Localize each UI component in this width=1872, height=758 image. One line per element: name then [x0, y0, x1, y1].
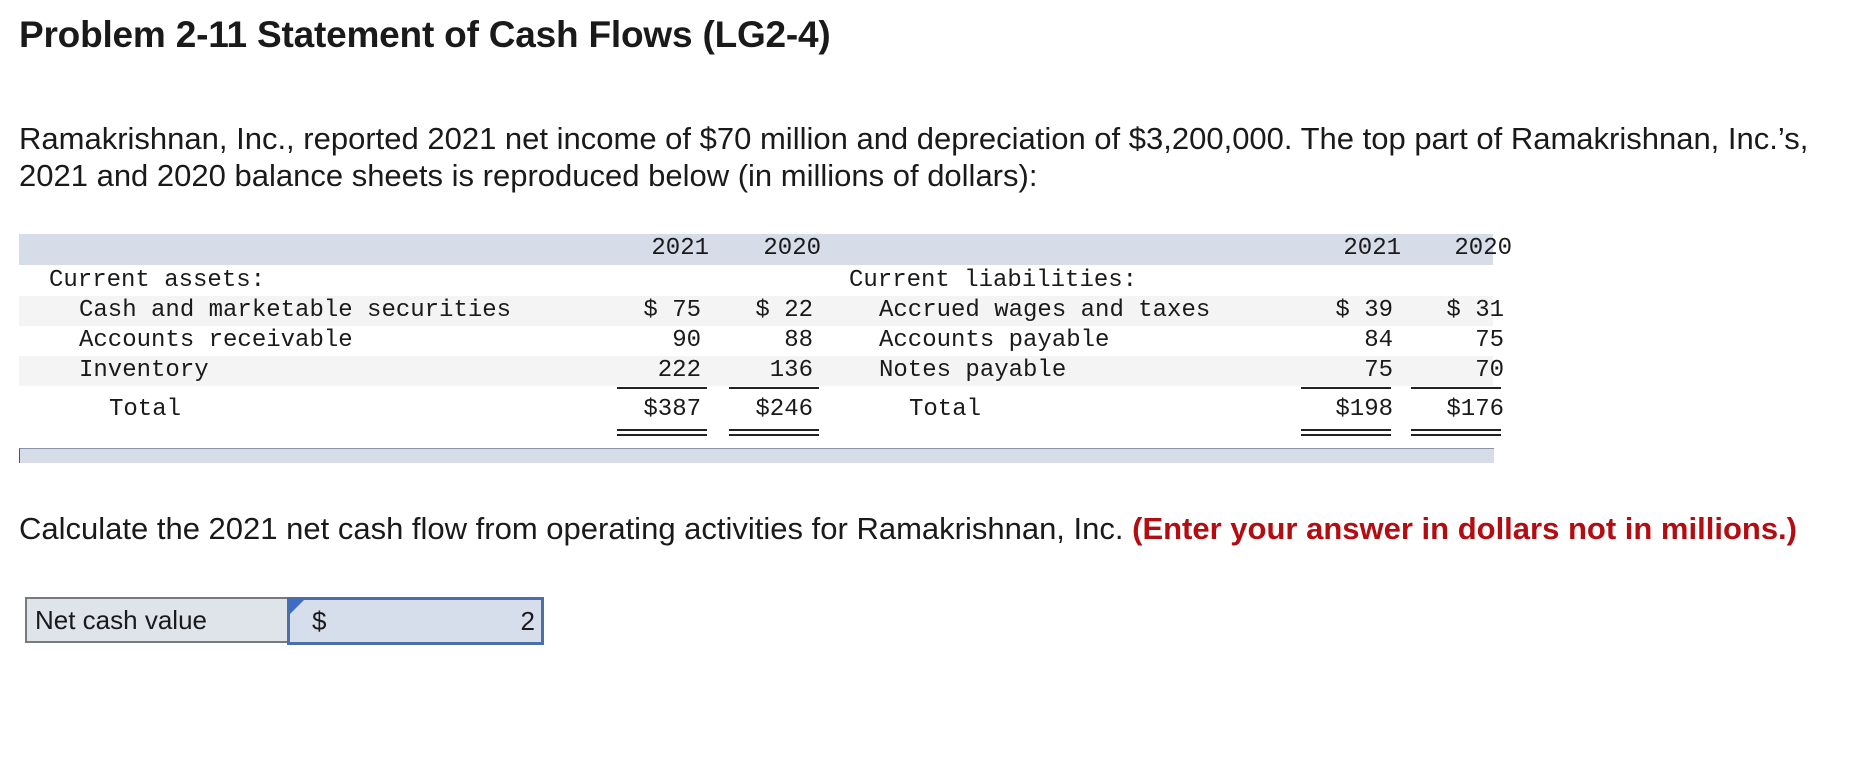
net-cash-value-label: Net cash value	[25, 597, 295, 643]
balance-sheet-table	[19, 234, 1512, 463]
liability-row-label: Notes payable	[879, 357, 1067, 384]
liability-row-2020-value: $ 31	[1446, 297, 1504, 324]
question-text: Calculate the 2021 net cash flow from operating activities for Ramakrishnan, Inc.	[19, 511, 1124, 546]
liabilities-total-2021: $198	[1335, 396, 1393, 423]
answer-row	[25, 597, 540, 643]
subtotal-underline	[729, 387, 819, 389]
footer-band	[19, 448, 1494, 463]
liabilities-total-label: Total	[909, 396, 982, 423]
assets-year-2021-header: 2021	[651, 235, 709, 262]
total-double-underline	[1411, 429, 1501, 436]
net-cash-value-field[interactable]	[287, 597, 544, 645]
asset-row-2020-value: 136	[769, 357, 813, 384]
problem-title: Problem 2-11 Statement of Cash Flows (LG2-4)	[19, 14, 831, 55]
liability-row-2020-value: 70	[1475, 357, 1504, 384]
problem-intro: Ramakrishnan, Inc., reported 2021 net income of $70 million and depreciation of $3,200,000. The top part of Ramakrishnan, Inc.’s, 2021 and 2020 balance sheets is reproduced below (in millions of dollars):	[19, 121, 1809, 193]
subtotal-underline	[617, 387, 707, 389]
asset-row-2020-value: 88	[784, 327, 813, 354]
liability-row-2021-value: 84	[1364, 327, 1393, 354]
asset-row-2021-value: 90	[672, 327, 701, 354]
current-assets-heading: Current assets:	[49, 267, 266, 294]
assets-total-2020: $246	[755, 396, 813, 423]
subtotal-underline	[1411, 387, 1501, 389]
asset-row-label: Inventory	[79, 357, 209, 384]
edit-flag-icon	[290, 600, 304, 614]
assets-total-label: Total	[109, 396, 182, 423]
asset-row-2021-value: $ 75	[643, 297, 701, 324]
liabilities-year-2020-header: 2020	[1454, 235, 1512, 262]
assets-total-2021: $387	[643, 396, 701, 423]
currency-symbol: $	[312, 606, 327, 636]
total-double-underline	[729, 429, 819, 436]
liabilities-total-2020: $176	[1446, 396, 1504, 423]
liabilities-year-2021-header: 2021	[1343, 235, 1401, 262]
asset-row-label: Accounts receivable	[79, 327, 353, 354]
assets-year-2020-header: 2020	[763, 235, 821, 262]
asset-row-2021-value: 222	[657, 357, 701, 384]
liability-row-label: Accounts payable	[879, 327, 1110, 354]
question-prompt	[19, 510, 1797, 547]
asset-row-label: Cash and marketable securities	[79, 297, 512, 324]
asset-row-2020-value: $ 22	[755, 297, 813, 324]
liability-row-label: Accrued wages and taxes	[879, 297, 1211, 324]
total-double-underline	[1301, 429, 1391, 436]
total-double-underline	[617, 429, 707, 436]
subtotal-underline	[1301, 387, 1391, 389]
current-liabilities-heading: Current liabilities:	[849, 267, 1138, 294]
answer-instruction-note: (Enter your answer in dollars not in millions.)	[1132, 511, 1797, 546]
net-cash-value-input[interactable]	[340, 602, 535, 640]
liability-row-2021-value: $ 39	[1335, 297, 1393, 324]
liability-row-2021-value: 75	[1364, 357, 1393, 384]
liability-row-2020-value: 75	[1475, 327, 1504, 354]
